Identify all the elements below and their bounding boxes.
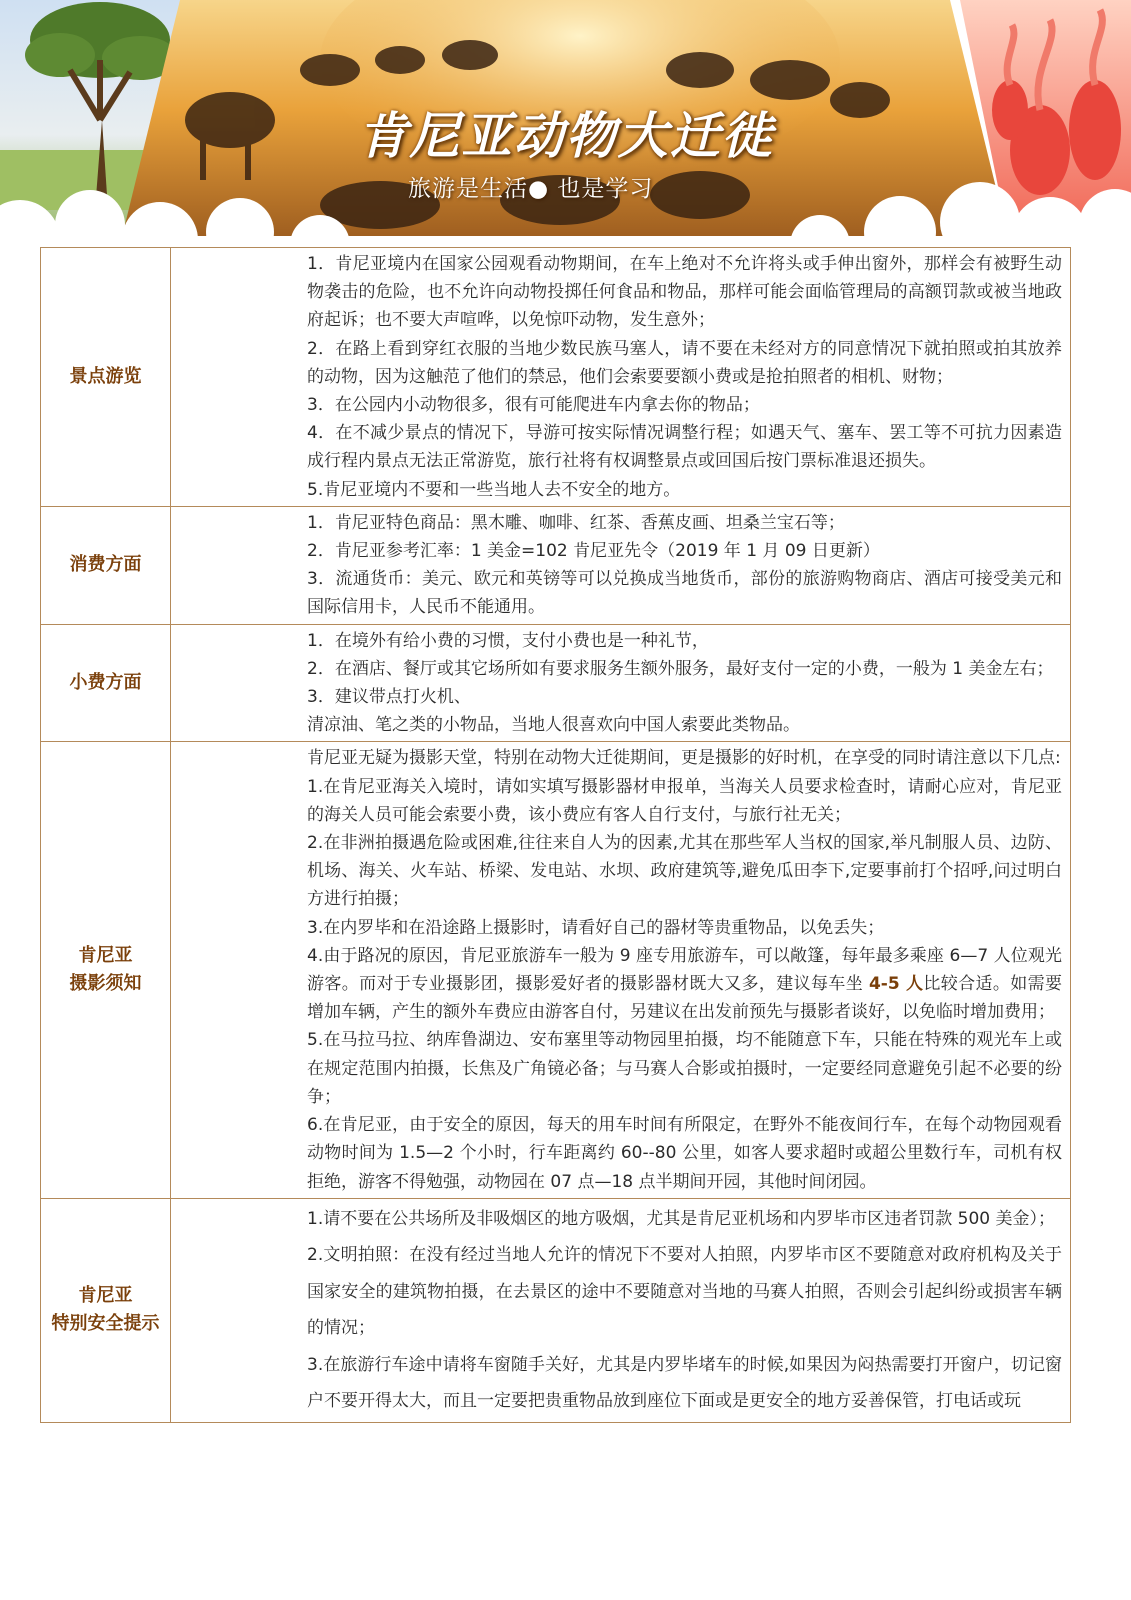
item-text: 4.由于路况的原因，肯尼亚旅游车一般为 9 座专用旅游车，可以敞篷，每年最多乘座 6—7 人位观光游客。而对于专业摄影团，摄影爱好者的摄影器材既大又多，建议每车坐 — [307, 945, 1062, 995]
photography-content — [171, 742, 1071, 1198]
list-item — [307, 942, 1062, 1027]
tipping-content — [171, 624, 1071, 742]
list-item: 3.在内罗毕和在沿途路上摄影时，请看好自己的器材等贵重物品，以免丢失； — [307, 917, 885, 938]
table-row — [41, 624, 1071, 742]
category-tipping — [41, 624, 171, 742]
list-item: 清凉油、笔之类的小物品，当地人很喜欢向中国人索要此类物品。 — [307, 715, 800, 736]
list-item: 3．在公园内小动物很多，很有可能爬进车内拿去你的物品； — [307, 395, 760, 416]
list-item: 2．在酒店、餐厅或其它场所如有要求服务生额外服务，最好支付一定的小费，一般为 1 美金左右； — [307, 658, 1054, 679]
sightseeing-content — [171, 248, 1071, 507]
list-item: 1．肯尼亚境内在国家公园观看动物期间，在车上绝对不允许将头或手伸出窗外，那样会有被野生动物袭击的危险，也不允许向动物投掷任何食品和物品，那样可能会面临管理局的高额罚款或被当地政府起诉；也不要大声喧哗，以免惊吓动物，发生意外； — [307, 254, 1062, 331]
category-photography — [41, 742, 171, 1198]
category-label: 小费方面 — [69, 672, 142, 694]
category-label: 肯尼亚 — [78, 1285, 133, 1307]
category-label: 摄影须知 — [69, 973, 142, 995]
list-item: 3．建议带点打火机、 — [307, 687, 471, 708]
list-item: 3．流通货币：美元、欧元和英镑等可以兑换成当地货币，部份的旅游购物商店、酒店可接受美元和国际信用卡，人民币不能通用。 — [307, 569, 1062, 618]
list-item: 1．肯尼亚特色商品：黑木雕、咖啡、红茶、香蕉皮画、坦桑兰宝石等； — [307, 512, 845, 533]
category-sightseeing — [41, 248, 171, 507]
list-item: 6.在肯尼亚，由于安全的原因，每天的用车时间有所限定，在野外不能夜间行车，在每个动物园观看动物时间为 1.5—2 个小时，行车距离约 60--80 公里，如客人要求超时或超公里数行车，司机有权拒绝，游客不得勉强，动物园在 07 点—18 点半期间开园，其他时间闭园。 — [307, 1115, 1062, 1192]
category-label: 肯尼亚 — [78, 945, 133, 967]
table-row — [41, 506, 1071, 624]
list-item: 1．在境外有给小费的习惯，支付小费也是一种礼节， — [307, 630, 709, 651]
spending-content — [171, 506, 1071, 624]
list-item: 2.文明拍照：在没有经过当地人允许的情况下不要对人拍照，内罗毕市区不要随意对政府机构及关于国家安全的建筑物拍摄，在去景区的途中不要随意对当地的马赛人拍照，否则会引起纠纷或损害车辆的情况； — [307, 1245, 1062, 1339]
list-item: 2．肯尼亚参考汇率：1 美金=102 肯尼亚先令（2019 年 1 月 09 日更新） — [307, 541, 880, 562]
table-row — [41, 248, 1071, 507]
list-item: 2.在非洲拍摄遇危险或困难,往往来自人为的因素,尤其在那些军人当权的国家,举凡制服人员、边防、机场、海关、火车站、桥梁、发电站、水坝、政府建筑等,避免瓜田李下,定要事前打个招呼,问过明白方进行拍摄； — [307, 833, 1062, 910]
list-item: 4．在不减少景点的情况下，导游可按实际情况调整行程；如遇天气、塞车、罢工等不可抗力因素造成行程内景点无法正常游览，旅行社将有权调整景点或回国后按门票标准退还损失。 — [307, 423, 1062, 472]
banner-subtitle: 旅游是生活● 也是学习 — [408, 176, 654, 202]
list-item: 5.在马拉马拉、纳库鲁湖边、安布塞里等动物园里拍摄，均不能随意下车，只能在特殊的观光车上或在规定范围内拍摄，长焦及广角镜必备；与马赛人合影或拍摄时，一定要经同意避免引起不必要的纷争； — [307, 1030, 1062, 1107]
banner-title: 肯尼亚动物大迁徙 — [357, 107, 774, 165]
table-row — [41, 742, 1071, 1198]
safety-content — [171, 1198, 1071, 1422]
list-item: 1.在肯尼亚海关入境时，请如实填写摄影器材申报单，当海关人员要求检查时，请耐心应对，肯尼亚的海关人员可能会索要小费，该小费应有客人自行支付，与旅行社无关； — [307, 776, 1062, 825]
category-label: 景点游览 — [69, 365, 142, 387]
category-label: 消费方面 — [69, 554, 142, 576]
highlight-text: 4-5 人 — [868, 974, 924, 995]
list-item: 5.肯尼亚境内不要和一些当地人去不安全的地方。 — [307, 479, 681, 500]
header-banner — [0, 0, 1131, 245]
category-label: 特别安全提示 — [51, 1313, 160, 1335]
list-item: 肯尼亚无疑为摄影天堂，特别在动物大迁徙期间，更是摄影的好时机，在享受的同时请注意以下几点: — [307, 748, 1061, 769]
category-spending — [41, 506, 171, 624]
list-item: 3.在旅游行车途中请将车窗随手关好，尤其是内罗毕堵车的时候,如果因为闷热需要打开窗户，切记窗户不要开得太大，而且一定要把贵重物品放到座位下面或是更安全的地方妥善保管，打电话或玩 — [307, 1354, 1062, 1412]
item-text: 比较合适。如需要增加车辆，产生的额外车费应由游客自付，另建议在出发前预先与摄影者谈好，以免临时增加费用； — [307, 974, 1063, 1023]
table-row — [41, 1198, 1071, 1422]
list-item: 1.请不要在公共场所及非吸烟区的地方吸烟，尤其是肯尼亚机场和内罗毕市区违者罚款 500 美金）； — [307, 1208, 1055, 1229]
list-item: 2．在路上看到穿红衣服的当地少数民族马塞人，请不要在未经对方的同意情况下就拍照或拍其放养的动物，因为这触范了他们的禁忌，他们会索要要额小费或是抢拍照者的相机、财物； — [307, 338, 1062, 387]
travel-notice-table — [40, 247, 1071, 1423]
category-safety — [41, 1198, 171, 1422]
